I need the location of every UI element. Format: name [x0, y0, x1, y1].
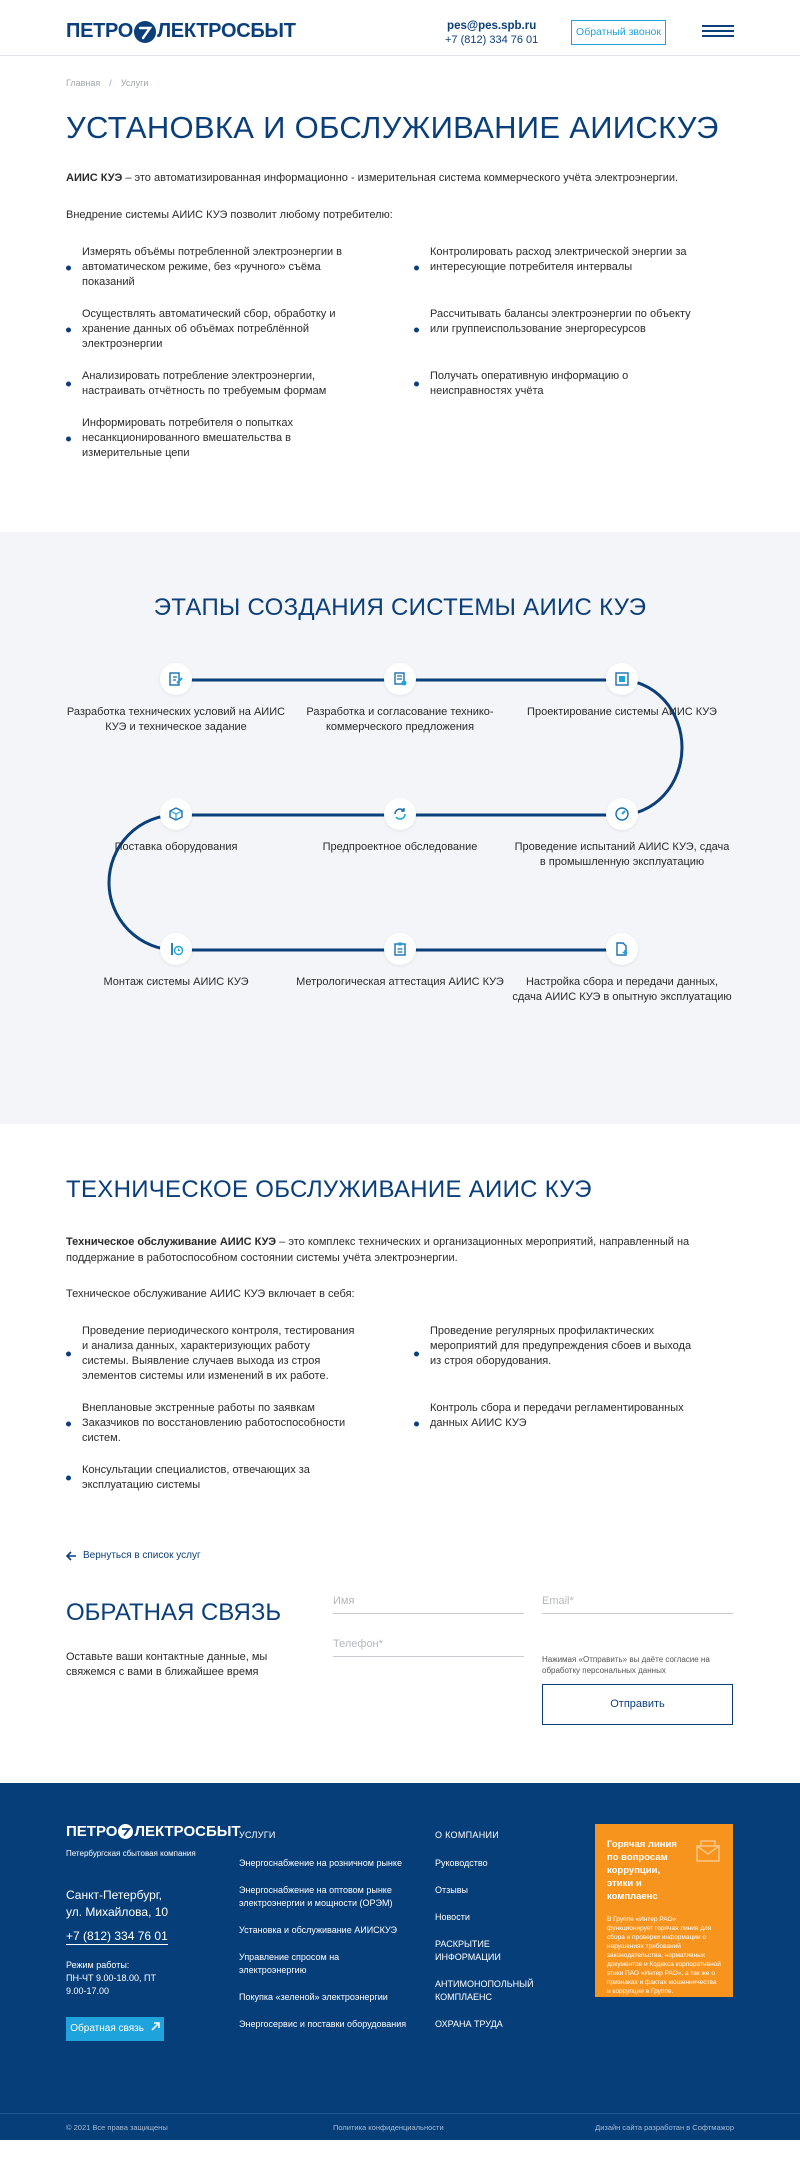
- maintenance-list: [66, 1324, 734, 1510]
- logo-mark-icon: [134, 21, 156, 43]
- envelope-icon: [695, 1838, 721, 1864]
- logo-mark-icon: [118, 1824, 133, 1839]
- hotline-card[interactable]: [595, 1824, 733, 1997]
- footer-subtitle: Петербургская сбытовая компания: [66, 1849, 196, 1858]
- privacy-link[interactable]: Политика конфиденциальности: [333, 2123, 444, 2132]
- list-item: Консультации специалистов, отвечающих за эксплуатацию системы: [66, 1463, 356, 1493]
- stages-section: ЭТАПЫ СОЗДАНИЯ СИСТЕМЫ АИИС КУЭ Разработка технических условий на АИИС КУЭ и техническое задание Разработка и согласование технико-коммерческого предложения Проектирование системы АИИС КУЭ Проведение испытаний АИИС КУЭ, сдача в промышленную эксплуатацию Предпроектное обследование Поставка оборудования Монтаж системы АИИС КУЭ Метрологическая аттестация АИИС КУЭ Настройка сбора и передачи данных, сдача АИИС КУЭ в опытную эксплуатацию: [0, 532, 800, 1124]
- list-item: Осуществлять автоматический сбор, обработку и хранение данных об объёмах потреблённой электроэнергии: [66, 307, 356, 352]
- header-email-link[interactable]: pes@pes.spb.ru: [447, 20, 537, 32]
- footer-feedback-button[interactable]: Обратная связь: [66, 2017, 164, 2041]
- list-item: Проведение периодического контроля, тестирования и анализа данных, характеризующих работу системы. Выявление случаев выхода из строя элементов системы или изменений в их работе.: [66, 1324, 356, 1384]
- footer-link[interactable]: Энергоснабжение на розничном рынке: [239, 1858, 402, 1868]
- footer-link[interactable]: АНТИМОНОПОЛЬНЫЙ КОМПЛАЕНС: [435, 1979, 534, 2002]
- callback-button[interactable]: Обратный звонок: [571, 20, 666, 45]
- list-item: Проведение регулярных профилактических мероприятий для предупреждения сбоев и выхода из строя оборудования.: [414, 1324, 704, 1384]
- file-add-icon: [606, 933, 638, 965]
- footer-company-column: [435, 1829, 545, 2045]
- footer-link[interactable]: Энергоснабжение на оптовом рынке электроэнергии и мощности (ОРЭМ): [239, 1885, 393, 1908]
- list-item: Внеплановые экстренные работы по заявкам Заказчиков по восстановлению работоспособности систем.: [66, 1401, 356, 1446]
- back-to-services-link[interactable]: Вернуться в список услуг: [66, 1550, 734, 1561]
- intro-term: АИИС КУЭ: [66, 172, 123, 184]
- maintenance-lead: Техническое обслуживание АИИС КУЭ включает в себя:: [66, 1288, 355, 1300]
- logo-text-left: ПЕТРО: [66, 20, 134, 42]
- phone-input[interactable]: Телефон*: [333, 1638, 524, 1657]
- list-item: Информировать потребителя о попытках несанкционированного вмешательства в измерительные цепи: [66, 416, 356, 461]
- logo-text-right: ЛЕКТРОСБЫТ: [157, 20, 296, 42]
- site-logo[interactable]: [66, 20, 296, 43]
- credits-link[interactable]: Дизайн сайта разработан в Софтмажор: [595, 2123, 734, 2132]
- footer-link[interactable]: ОХРАНА ТРУДА: [435, 2019, 503, 2029]
- footer-phone-link[interactable]: +7 (812) 334 76 01: [66, 1929, 168, 1943]
- maintenance-intro: Техническое обслуживание АИИС КУЭ – это комплекс технических и организационных мероприятий, направленный на поддержание в работоспособном состоянии системы учёта электроэнергии.: [66, 1236, 690, 1264]
- footer-services-title: УСЛУГИ: [239, 1830, 276, 1840]
- header-phone-link[interactable]: +7 (812) 334 76 01: [445, 34, 539, 46]
- page-title: УСТАНОВКА И ОБСЛУЖИВАНИЕ АИИСКУЭ: [66, 110, 719, 145]
- footer-link[interactable]: Энергосервис и поставки оборудования: [239, 2019, 407, 2029]
- site-header: [0, 0, 800, 56]
- maintenance-title: ТЕХНИЧЕСКОЕ ОБСЛУЖИВАНИЕ АИИС КУЭ: [66, 1176, 592, 1203]
- footer-link[interactable]: Установка и обслуживание АИИСКУЭ: [239, 1925, 397, 1935]
- stages-title: ЭТАПЫ СОЗДАНИЯ СИСТЕМЫ АИИС КУЭ: [153, 594, 647, 621]
- footer-link[interactable]: Новости: [435, 1912, 470, 1922]
- maintenance-term: Техническое обслуживание АИИС КУЭ: [66, 1236, 277, 1248]
- list-item: Анализировать потребление электроэнергии, настраивать отчётность по требуемым формам: [66, 369, 356, 399]
- clipboard-icon: [384, 933, 416, 965]
- document-edit-icon: [160, 663, 192, 695]
- breadcrumb-home[interactable]: Главная: [66, 78, 101, 88]
- site-footer: [0, 1783, 800, 2140]
- footer-link[interactable]: Управление спросом на электроэнергию: [239, 1952, 340, 1975]
- box-icon: [160, 798, 192, 830]
- header-contacts: [445, 19, 538, 47]
- feedback-title: ОБРАТНАЯ СВЯЗЬ: [66, 1599, 282, 1626]
- footer-link[interactable]: Покупка «зеленой» электроэнергии: [239, 1992, 388, 2002]
- benefits-list: [66, 245, 734, 478]
- arrow-left-icon: [66, 1551, 77, 1561]
- breadcrumb-current: Услуги: [120, 78, 149, 88]
- footer-logo[interactable]: ПЕТРО ЛЕКТРОСБЫТ: [66, 1823, 241, 1840]
- intro-text: АИИС КУЭ – это автоматизированная информационно - измерительная система коммерческого учёта электроэнергии.: [66, 172, 679, 184]
- footer-link[interactable]: Отзывы: [435, 1885, 468, 1895]
- consent-text: Нажимая «Отправить» вы даёте согласие на обработку персональных данных: [542, 1655, 710, 1675]
- arrow-up-right-icon: [151, 2022, 160, 2031]
- gauge-icon: [606, 798, 638, 830]
- list-item: Контроль сбора и передачи регламентированных данных АИИС КУЭ: [414, 1401, 704, 1446]
- footer-link[interactable]: Руководство: [435, 1858, 488, 1868]
- menu-burger-icon[interactable]: [702, 25, 734, 37]
- hotline-title: Горячая линия по вопросам коррупции, этики и комплаенс: [607, 1839, 677, 1902]
- document-stack-icon: [384, 663, 416, 695]
- name-input[interactable]: Имя: [333, 1595, 524, 1614]
- list-item: Измерять объёмы потребленной электроэнергии в автоматическом режиме, без «ручного» съёма показаний: [66, 245, 356, 290]
- list-item: Получать оперативную информацию о неисправностях учёта: [414, 369, 704, 399]
- hotline-text: В Группе «Интер РАО» функционирует горячая линия для сбора и проверки информации о нарушениях требований законодательства, нормативных документов и Кодекса корпоративной этики ПАО «Интер РАО», а так же о признаках и фактах мошенничества и коррупции в Группе.: [607, 1916, 721, 1995]
- list-item: Рассчитывать балансы электроэнергии по объекту или группеиспользование энергоресурсов: [414, 307, 704, 352]
- blueprint-icon: [606, 663, 638, 695]
- submit-button[interactable]: Отправить: [542, 1684, 733, 1725]
- breadcrumb: Главная / Услуги: [66, 78, 149, 88]
- list-item: Контролировать расход электрической энергии за интересующие потребителя интервалы: [414, 245, 704, 290]
- feedback-note: Оставьте ваши контактные данные, мы свяжемся с вами в ближайшее время: [66, 1651, 268, 1678]
- feedback-section: [0, 1561, 800, 1783]
- footer-services-column: [239, 1829, 409, 2045]
- footer-hours: Режим работы: ПН-ЧТ 9.00-18.00, ПТ 9.00-17.00: [66, 1960, 156, 1996]
- footer-bottom-bar: [0, 2113, 800, 2140]
- footer-company-title: О КОМПАНИИ: [435, 1830, 500, 1840]
- refresh-search-icon: [384, 798, 416, 830]
- benefits-lead: Внедрение системы АИИС КУЭ позволит любому потребителю:: [66, 209, 393, 221]
- tools-clock-icon: [160, 933, 192, 965]
- footer-link[interactable]: РАСКРЫТИЕ ИНФОРМАЦИИ: [435, 1939, 501, 1962]
- email-input[interactable]: Email*: [542, 1595, 733, 1614]
- copyright: © 2021 Все права защищены: [66, 2123, 168, 2132]
- footer-address: Санкт-Петербург, ул. Михайлова, 10: [66, 1888, 169, 1919]
